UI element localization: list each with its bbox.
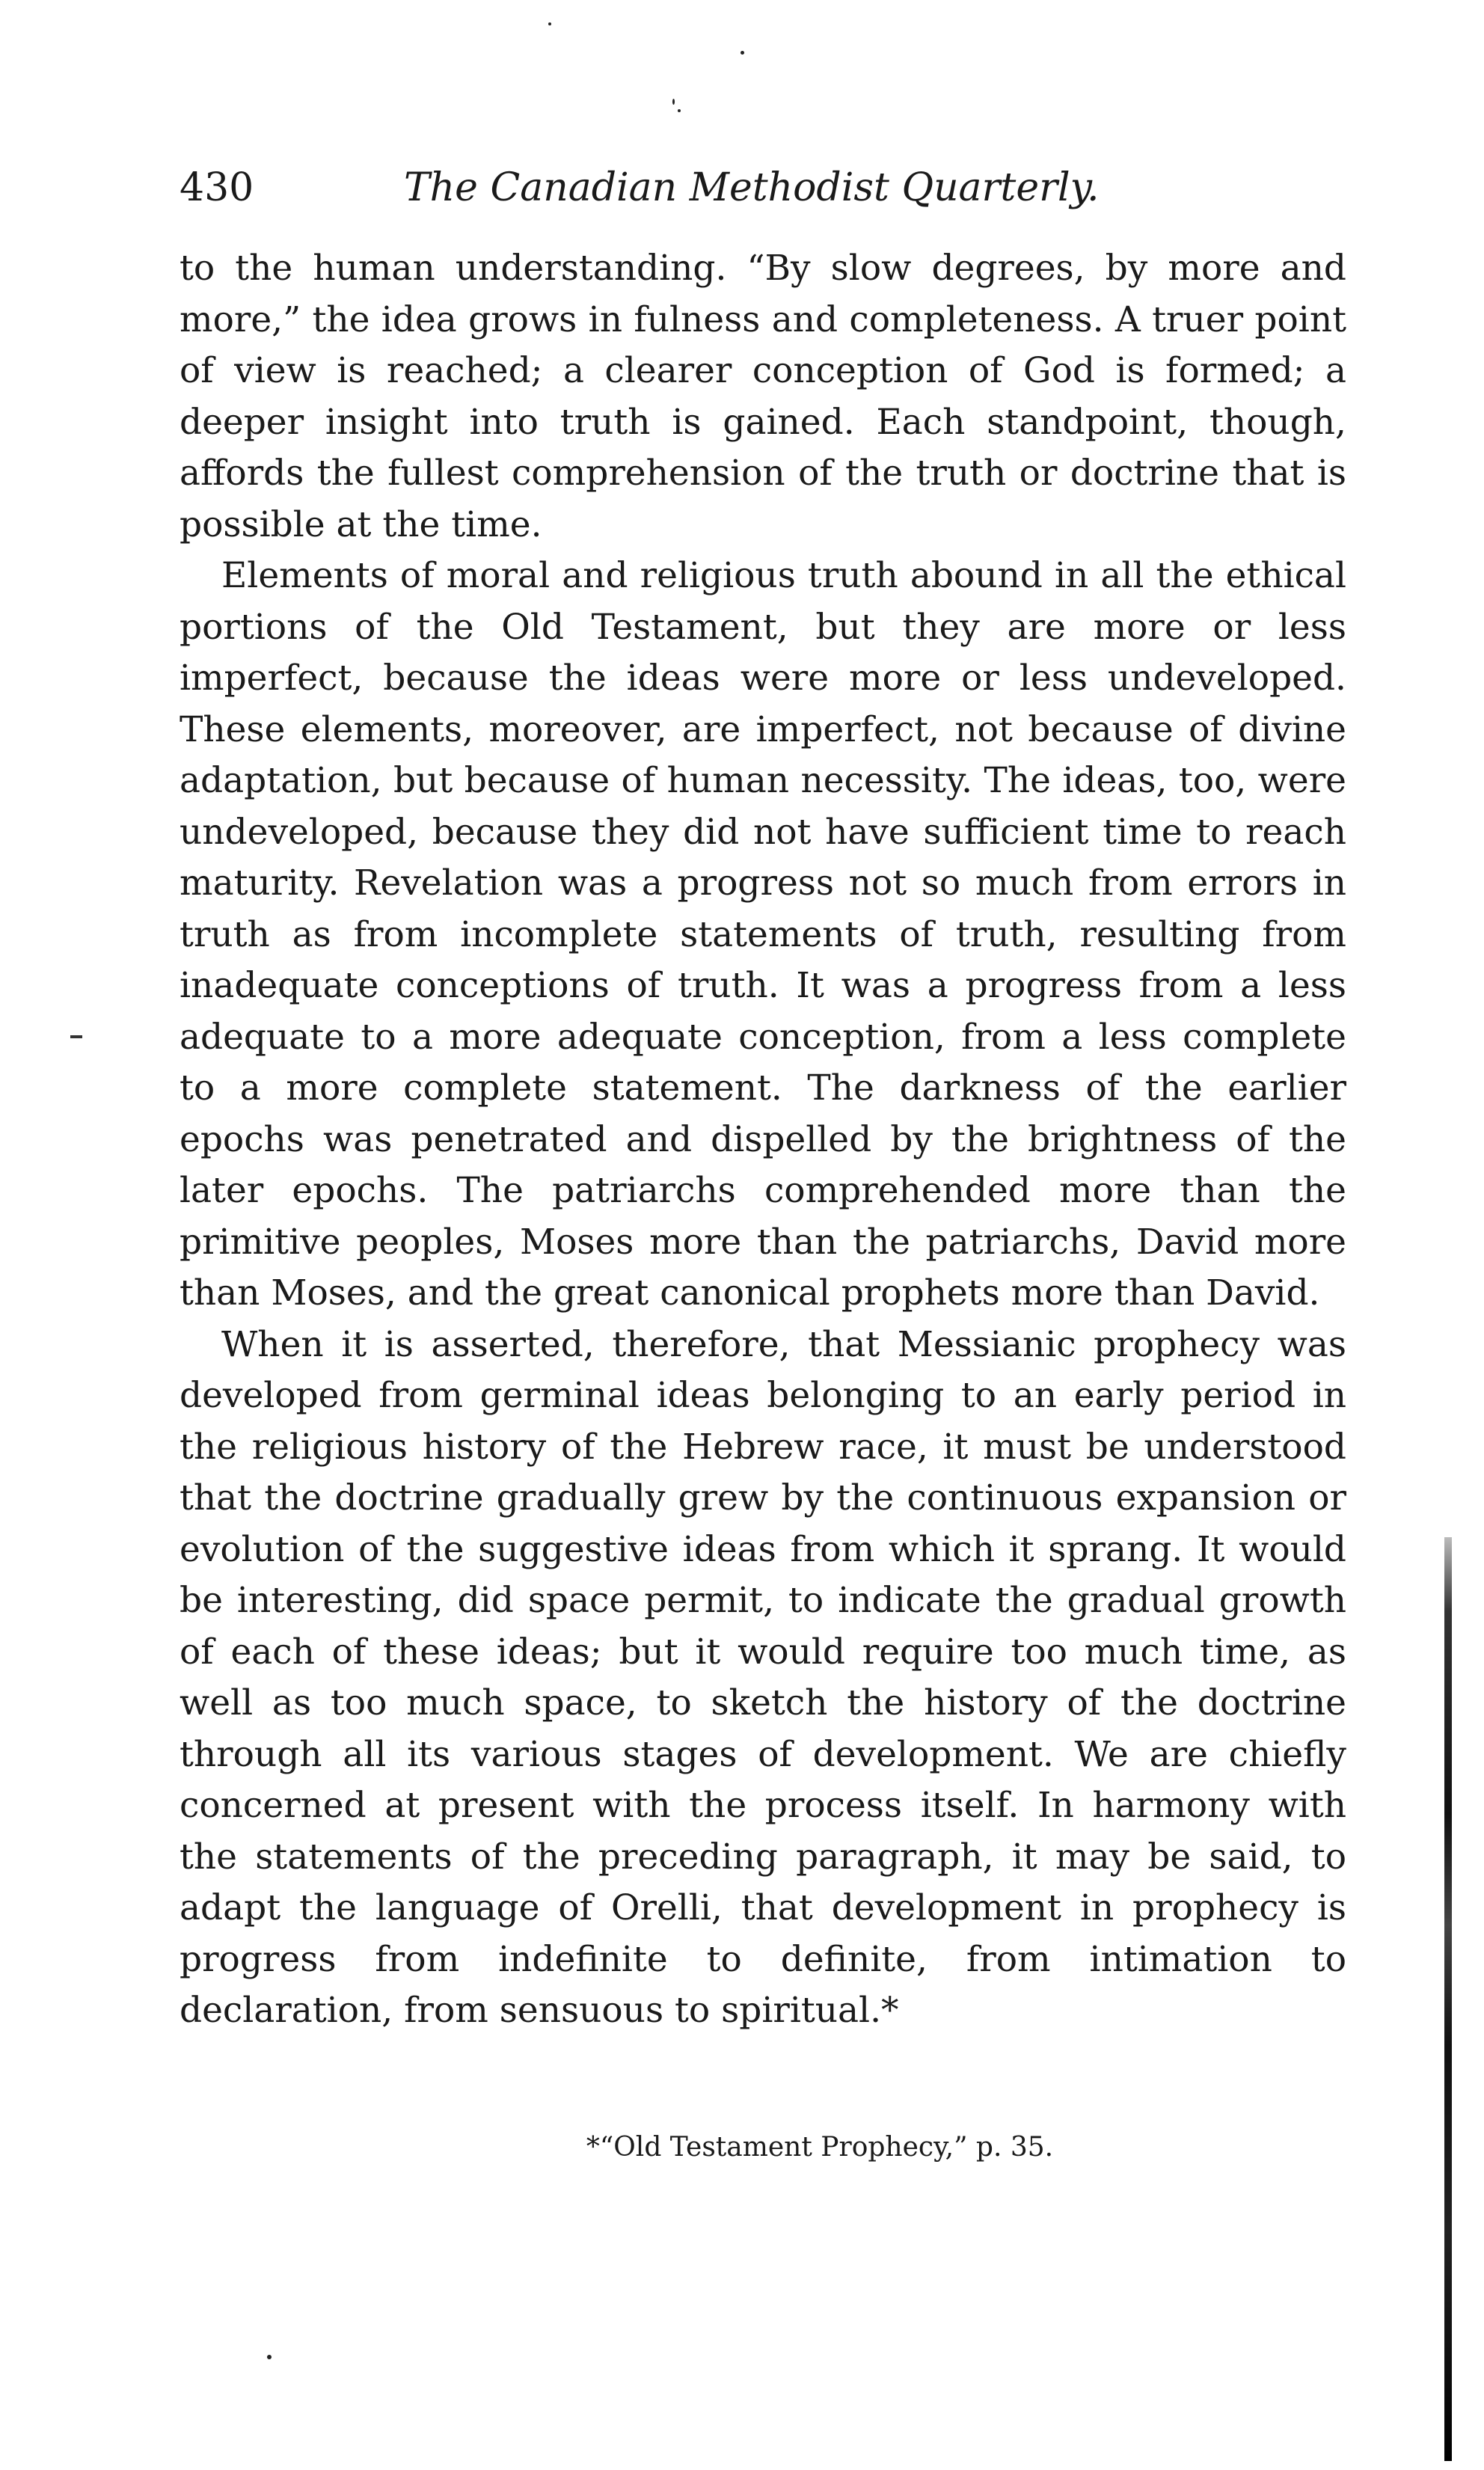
page-edge-shadow: [1444, 1537, 1452, 2461]
scan-speck: [548, 22, 551, 25]
page-number: 430: [180, 165, 254, 210]
scan-speck: [672, 99, 675, 105]
margin-mark: [70, 1035, 82, 1038]
paragraph-3: When it is asserted, therefore, that Messianic prophecy was developed from germinal ideas belonging to an early period in the religious history of the Hebrew race, it must be understood that the doctrine gradually grew by the continuous expansion or evolution of the suggestive ideas from which it sprang. It would be interesting, did space permit, to indicate the gradual growth of each of these ideas; but it would require too much time, as well as too much space, to sketch the history of the doctrine through all its various stages of development. We are chiefly concerned at present with the process itself. In harmony with the statements of the preceding paragraph, it may be said, to adapt the language of Orelli, that development in prophecy is progress from indefinite to definite, from intimation to declaration, from sensuous to spiritual.*: [180, 1323, 1346, 2031]
scan-speck: [678, 109, 681, 112]
body-text: [180, 243, 1346, 2037]
running-title: The Canadian Methodist Quarterly.: [404, 165, 1100, 210]
page-header: [180, 162, 1346, 214]
paragraph-2: Elements of moral and religious truth abound in all the ethical portions of the Old Testament, but they are more or less imperfect, because the ideas were more or less undeveloped. These elements, moreover, are imperfect, not because of divine adaptation, but because of human necessity. The ideas, too, were undeveloped, because they did not have sufficient time to reach maturity. Revelation was a progress not so much from errors in truth as from incomplete statements of truth, resulting from inadequate conceptions of truth. It was a progress from a less adequate to a more adequate conception, from a less complete to a more complete statement. The darkness of the earlier epochs was penetrated and dispelled by the brightness of the later epochs. The patriarchs comprehended more than the primitive peoples, Moses more than the patriarchs, David more than Moses, and the great canonical prophets more than David.: [180, 555, 1346, 1314]
paragraph-1: to the human understanding. “By slow degrees, by more and more,” the idea grows in fulness and completeness. A truer point of view is reached; a clearer conception of God is formed; a deeper insight into truth is gained. Each standpoint, though, affords the fullest comprehension of the truth or doctrine that is possible at the time.: [180, 248, 1346, 545]
footnote-text: *“Old Testament Prophecy,” p. 35.: [586, 2132, 1054, 2163]
footnote: [180, 2127, 1346, 2169]
scan-speck: [741, 51, 744, 55]
scan-speck: [267, 2355, 272, 2359]
